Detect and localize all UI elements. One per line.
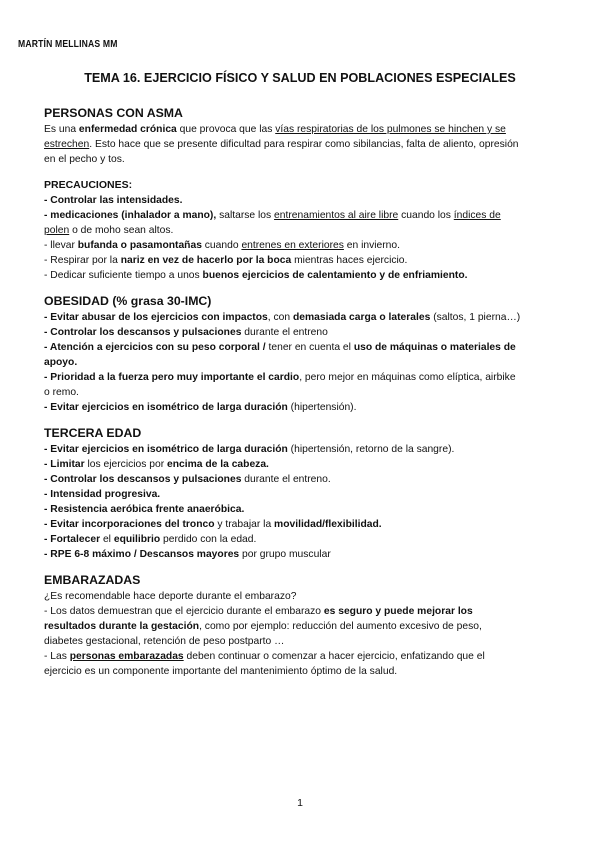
text-bold: - RPE 6-8 máximo / Descansos mayores <box>44 549 240 560</box>
text-bold: nariz en vez de hacerlo por la boca <box>120 255 292 266</box>
text: . Esto hace que se presente dificultad para respirar como sibilancias, falta de aliento, opresión <box>89 139 519 150</box>
heading-asma: PERSONAS CON ASMA <box>44 106 183 120</box>
embarazadas-item-continued: diabetes gestacional, retención de peso postparto … <box>44 636 285 647</box>
text: perdido con la edad. <box>160 534 257 545</box>
text: - Dedicar suficiente tiempo a unos <box>44 270 203 281</box>
text-bold: - Intensidad progresiva. <box>44 489 161 500</box>
asma-definition-line-1 <box>44 122 560 137</box>
text-bold: enfermedad crónica <box>78 124 177 135</box>
obesidad-item <box>44 325 560 340</box>
obesidad-item <box>44 400 560 415</box>
text-bold: - Controlar las intensidades. <box>44 195 183 206</box>
text-underlined: entrenamientos al aire libre <box>274 210 399 221</box>
text-underlined: índices de <box>453 210 501 221</box>
embarazadas-item <box>44 604 560 619</box>
text: el <box>100 534 114 545</box>
text: (hipertensión, retorno de la sangre). <box>287 444 455 455</box>
text-bold: equilibrio <box>113 534 161 545</box>
text-bold: - Prioridad a la fuerza pero muy importante el cardio <box>44 372 300 383</box>
asma-item <box>44 238 560 253</box>
heading-tercera-edad: TERCERA EDAD <box>44 426 142 440</box>
text: (saltos, 1 pierna…) <box>430 312 521 323</box>
text-underlined: estrechen <box>44 139 90 150</box>
text-bold: - Evitar incorporaciones del tronco <box>44 519 215 530</box>
text: cuando los <box>398 210 454 221</box>
asma-item <box>44 253 560 268</box>
text: cuando <box>201 240 242 251</box>
obesidad-item <box>44 370 560 385</box>
text-underlined: polen <box>44 225 70 236</box>
asma-item-continued <box>44 223 560 238</box>
text-bold: resultados durante la gestación <box>44 621 200 632</box>
tercera-item <box>44 547 560 562</box>
text-bold: - Atención a ejercicios con su peso corporal / <box>44 342 266 353</box>
text: durante el entreno <box>241 327 328 338</box>
embarazadas-item <box>44 649 560 664</box>
text: que provoca que las <box>176 124 276 135</box>
text: tener en cuenta el <box>265 342 354 353</box>
text: durante el entreno. <box>241 474 331 485</box>
text: en invierno. <box>343 240 401 251</box>
text-bold: bufanda o pasamontañas <box>77 240 202 251</box>
tercera-item <box>44 532 560 547</box>
text: - Los datos demuestran que el ejercicio durante el embarazo <box>44 606 324 617</box>
text-bold: es seguro y puede mejorar los <box>323 606 473 617</box>
text-bold: demasiada carga o laterales <box>292 312 431 323</box>
text: Es una <box>44 124 79 135</box>
text-bold: encima de la cabeza. <box>167 459 269 470</box>
text-bold: - Evitar abusar de los ejercicios con impactos <box>44 312 268 323</box>
obesidad-item <box>44 340 560 355</box>
tercera-item <box>44 457 560 472</box>
heading-precauciones: PRECAUCIONES: <box>44 179 133 191</box>
obesidad-item-continued <box>44 355 560 370</box>
text: , como por ejemplo: reducción del aumento excesivo de peso, <box>199 621 482 632</box>
section-asma <box>44 106 560 283</box>
text: y trabajar la <box>214 519 275 530</box>
text-bold: - Controlar los descansos y pulsaciones <box>44 474 242 485</box>
section-embarazadas <box>44 573 560 679</box>
section-obesidad <box>44 294 560 415</box>
asma-definition-line-3: en el pecho y tos. <box>44 154 125 165</box>
text: (hipertensión). <box>287 402 357 413</box>
text-bold: - Fortalecer <box>44 534 101 545</box>
text: o de moho sean altos. <box>69 225 174 236</box>
text-bold: - medicaciones (inhalador a mano), <box>44 210 217 221</box>
text-bold: - Evitar ejercicios en isométrico de larga duración <box>44 444 288 455</box>
asma-item <box>44 208 560 223</box>
text-bold: - Controlar los descansos y pulsaciones <box>44 327 242 338</box>
text-underlined: entrenes en exteriores <box>241 240 344 251</box>
tercera-item <box>44 517 560 532</box>
text: - llevar <box>44 240 78 251</box>
obesidad-item <box>44 310 560 325</box>
heading-embarazadas: EMBARAZADAS <box>44 573 141 587</box>
tercera-item <box>44 487 560 502</box>
text: , con <box>267 312 293 323</box>
text-bold: apoyo. <box>44 357 78 368</box>
text-underlined: vías respiratorias de los pulmones se hinchen y se <box>275 124 506 135</box>
tercera-item <box>44 472 560 487</box>
tercera-item <box>44 442 560 457</box>
embarazadas-item-continued <box>44 619 560 634</box>
page-number: 1 <box>297 797 303 809</box>
text-bold-underlined: personas embarazadas <box>69 651 184 662</box>
text: mientras haces ejercicio. <box>291 255 408 266</box>
tercera-item <box>44 502 560 517</box>
text: los ejercicios por <box>84 459 168 470</box>
text: , pero mejor en máquinas como elíptica, airbike <box>299 372 516 383</box>
text: - Respirar por la <box>44 255 121 266</box>
section-tercera-edad <box>44 426 560 562</box>
text: por grupo muscular <box>239 549 331 560</box>
asma-item <box>44 193 560 208</box>
text-bold: uso de máquinas o materiales de <box>353 342 516 353</box>
text: saltarse los <box>216 210 275 221</box>
author-name: MARTÍN MELLINAS MM <box>18 38 118 50</box>
asma-definition-line-2 <box>44 137 560 152</box>
embarazadas-item-continued: ejercicio es un componente importante del mantenimiento óptimo de la salud. <box>44 666 398 677</box>
text-bold: - Limitar <box>44 459 85 470</box>
document-body <box>44 106 560 690</box>
asma-item <box>44 268 560 283</box>
text-bold: movilidad/flexibilidad. <box>274 519 382 530</box>
text-bold: buenos ejercicios de calentamiento y de enfriamiento. <box>202 270 468 281</box>
obesidad-item-continued: o remo. <box>44 387 79 398</box>
text-bold: - Resistencia aeróbica frente anaeróbica. <box>44 504 245 515</box>
text: - Las <box>44 651 70 662</box>
text: deben continuar o comenzar a hacer ejercicio, enfatizando que el <box>183 651 485 662</box>
document-title: TEMA 16. EJERCICIO FÍSICO Y SALUD EN POBLACIONES ESPECIALES <box>84 71 516 85</box>
heading-obesidad: OBESIDAD (% grasa 30-IMC) <box>44 294 212 308</box>
embarazadas-question: ¿Es recomendable hace deporte durante el embarazo? <box>44 591 297 602</box>
text-bold: - Evitar ejercicios en isométrico de larga duración <box>44 402 288 413</box>
